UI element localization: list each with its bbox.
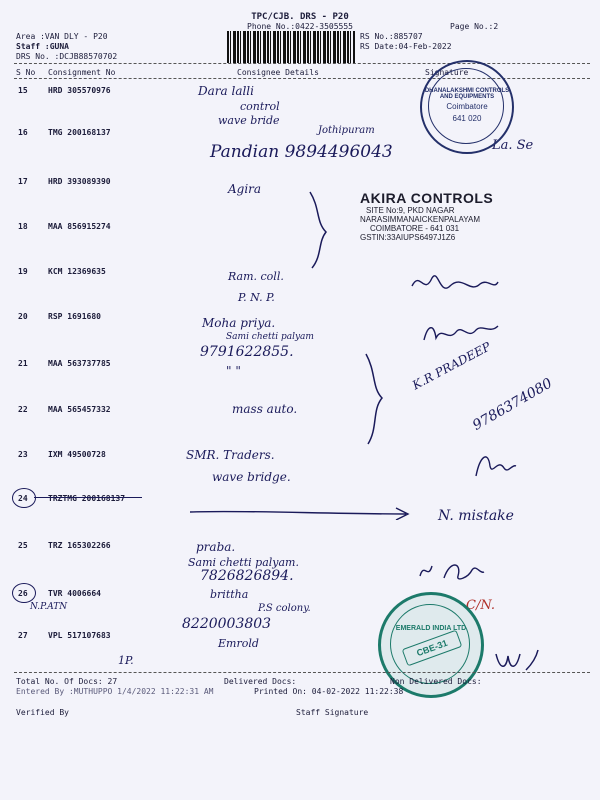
handwritten-consignee: Sami chetti palyam.: [188, 556, 299, 569]
handwritten-consignee: Pandian 9894496043: [210, 142, 393, 162]
row-number: 18: [18, 222, 28, 231]
handwritten-phone: 7826826894.: [200, 568, 294, 584]
consignment-number: MAA 563737785: [48, 359, 111, 368]
handwritten-consignee: Dara lalli: [198, 84, 254, 98]
handwritten-signature: La. Se: [492, 138, 534, 153]
handwritten-consignee: P. N. P.: [238, 291, 275, 304]
handwritten-consignee: Sami chetti palyam: [226, 332, 314, 342]
handwritten-consignee: wave bridge.: [212, 470, 291, 484]
company-seal: [420, 60, 514, 154]
total-docs: Total No. Of Docs: 27: [16, 677, 118, 686]
stamp-address-line: SITE No:9, PKD NAGAR: [366, 206, 455, 215]
consignment-number: TMG 200168137: [48, 128, 111, 137]
consignment-number: RSP 1691680: [48, 312, 101, 321]
row-number: 17: [18, 177, 28, 186]
handwritten-consignee: Emrold: [218, 637, 259, 650]
consignment-number: TRZ 165302266: [48, 541, 111, 550]
row-number: 27: [18, 631, 28, 640]
handwritten-consignee: Jothipuram: [318, 125, 375, 136]
entered-by: Entered By :MUTHUPPO 1/4/2022 11:22:31 AM: [16, 687, 214, 696]
consignment-number: MAA 565457332: [48, 405, 111, 414]
delivered-docs: Delivered Docs:: [224, 677, 297, 686]
staff-label: Staff :GUNA: [16, 42, 69, 51]
handwritten-consignee: control: [240, 100, 280, 113]
seal-pin: 641 020: [452, 114, 482, 123]
handwritten-phone: 9786374080: [470, 375, 556, 434]
row-number: 25: [18, 541, 28, 550]
row-number: 15: [18, 86, 28, 95]
stamp-gstin: GSTIN:33AIUPS6497J1Z6: [360, 233, 456, 242]
drs-number: DRS No. :DCJB88570702: [16, 52, 118, 61]
handwritten-ditto: " ": [226, 364, 241, 378]
handwritten-consignee: mass auto.: [232, 402, 298, 416]
seal-text: EMERALD INDIA LTD: [395, 625, 467, 632]
signature-mark: [416, 556, 486, 584]
rs-date: RS Date:04-Feb-2022: [360, 42, 452, 51]
handwritten-arrow: [186, 500, 416, 520]
handwritten-consignee: praba.: [196, 540, 236, 554]
col-consignee-header: Consignee Details: [237, 68, 319, 77]
consignment-number: MAA 856915274: [48, 222, 111, 231]
seal-city: Coimbatore: [446, 102, 488, 111]
seal-text: DHANALAKSHMI CONTROLS AND EQUIPMENTS: [424, 88, 510, 100]
stamp-address-line: COIMBATORE - 641 031: [370, 224, 460, 233]
handwritten-brace: [300, 190, 340, 270]
consignment-number: TVR 4006664: [48, 589, 101, 598]
stamp-address-line: NARASIMMANAICKENPALAYAM: [360, 215, 481, 224]
handwritten-consignee: Ram. coll.: [228, 270, 284, 283]
row-circle-mark: [12, 583, 36, 603]
row-number: 22: [18, 405, 28, 414]
row-number: 20: [18, 312, 28, 321]
seal-code: CBE-31: [402, 630, 463, 667]
row-number: 21: [18, 359, 28, 368]
handwritten-consignee: SMR. Traders.: [186, 448, 275, 462]
strike-mark: [34, 497, 142, 498]
row-circle-mark: [12, 488, 36, 508]
phone-number: Phone No.:0422-3505555: [247, 22, 353, 31]
rs-number: RS No.:885707: [360, 32, 423, 41]
handwritten-remark: C/N.: [466, 598, 496, 613]
col-consignment-header: Consignment No: [48, 68, 116, 77]
handwritten-remark: N. mistake: [438, 508, 514, 524]
handwritten-consignee: P.S colony.: [258, 603, 311, 614]
consignment-number: IXM 49500728: [48, 450, 106, 459]
handwritten-brace: [360, 352, 390, 447]
consignment-number: HRD 393089390: [48, 177, 111, 186]
printed-on: Printed On: 04-02-2022 11:22:38: [254, 687, 404, 696]
row-number: 19: [18, 267, 28, 276]
handwritten-signature: K.R PRADEEP: [410, 339, 494, 393]
consignment-number: VPL 517107683: [48, 631, 111, 640]
document-title: TPC/CJB. DRS - P20: [251, 12, 349, 22]
handwritten-consignee: brittha: [210, 588, 249, 601]
row-number: 23: [18, 450, 28, 459]
row-number: 16: [18, 128, 28, 137]
signature-mark: [468, 446, 518, 482]
handwritten-consignee: Moha priya.: [202, 316, 276, 330]
col-signature-header: Signature: [425, 68, 469, 77]
consignment-number: KCM 12369635: [48, 267, 106, 276]
page-number: Page No.:2: [450, 22, 499, 31]
consignment-number: HRD 305570976: [48, 86, 111, 95]
handwritten-phone: 8220003803: [182, 616, 272, 632]
row-number: 24: [18, 494, 28, 503]
verified-by: Verified By: [16, 708, 69, 717]
handwritten-phone: 9791622855.: [200, 344, 294, 360]
handwritten-note: 1P.: [118, 654, 134, 667]
barcode: [227, 31, 355, 63]
header-divider: [14, 63, 590, 64]
handwritten-note: N.P.ATN: [30, 602, 68, 612]
handwritten-consignee: wave bride: [218, 114, 280, 127]
handwritten-consignee: Agira: [228, 182, 262, 196]
consignment-number: TRZTMG 200168137: [48, 494, 126, 503]
footer-divider: [14, 672, 590, 673]
signature-mark: [410, 266, 500, 302]
company-stamp: [360, 190, 520, 242]
stamp-company-name: AKIRA CONTROLS: [360, 190, 494, 206]
non-delivered-docs: Non Delivered Docs:: [390, 677, 482, 686]
col-sno-header: S No: [16, 68, 36, 77]
row-number: 26: [18, 589, 28, 598]
staff-signature: Staff Signature: [296, 708, 369, 717]
area-label: Area :VAN DLY - P20: [16, 32, 108, 41]
